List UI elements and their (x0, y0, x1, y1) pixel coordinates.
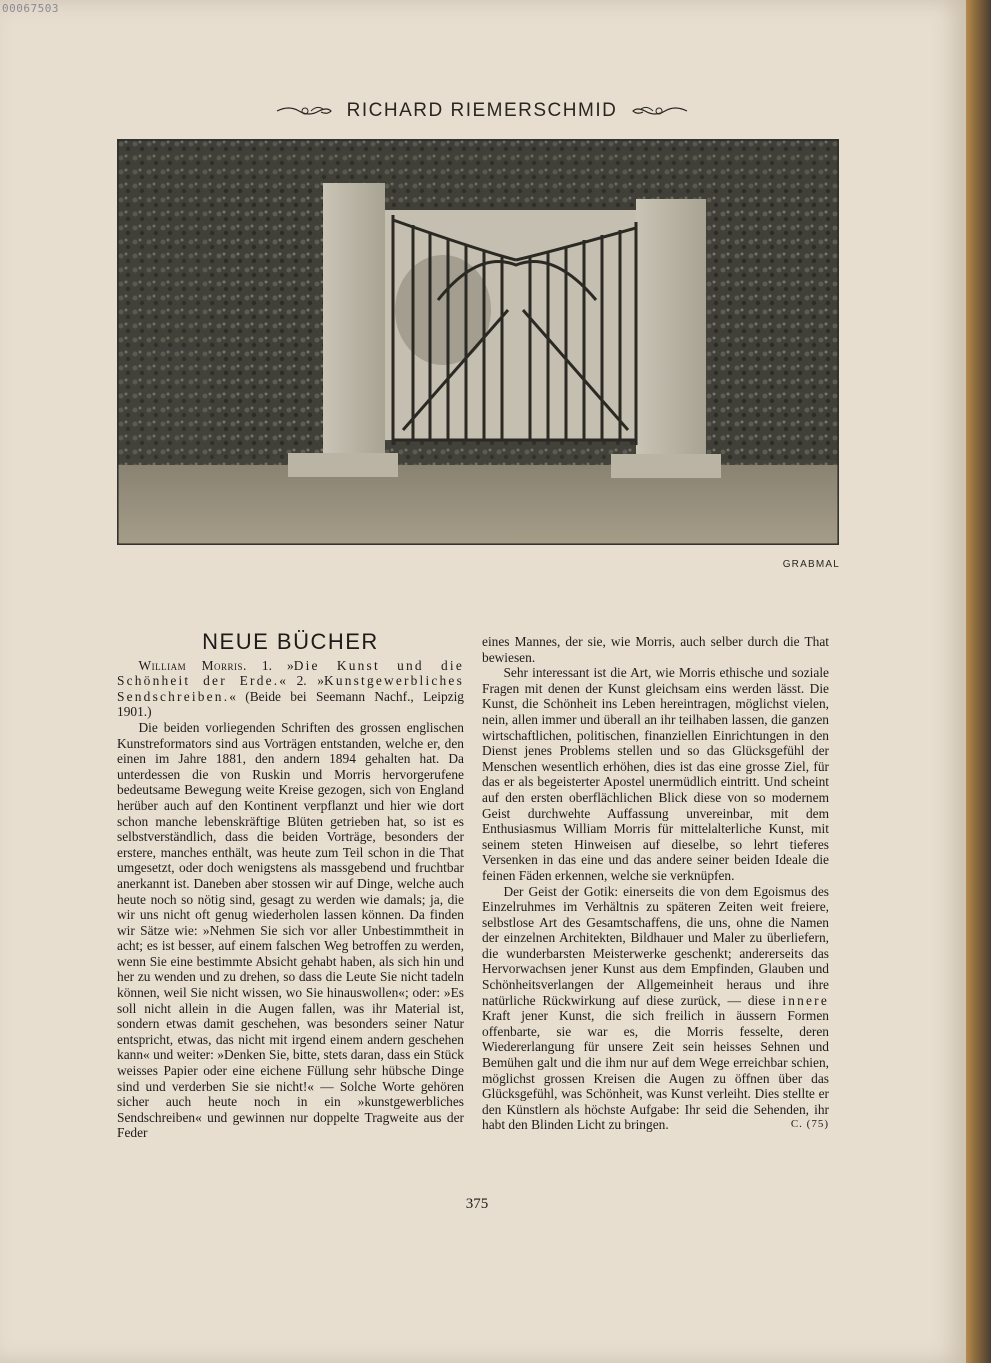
paragraph (482, 884, 829, 1134)
page-number: 375 (465, 1196, 489, 1212)
book-title-2: Kunstgewerbliches Sendschreiben. (117, 673, 464, 704)
book-citation (117, 658, 464, 720)
section-title: NEUE BÜCHER (202, 629, 379, 654)
figure-caption: GRABMAL (782, 559, 840, 570)
text-column-right (482, 634, 829, 1133)
right-ornament-icon (627, 101, 689, 121)
citation-part: « 2. » (279, 673, 324, 689)
paragraph: Sehr interessant ist die Art, wie Morris ethische und soziale Fragen mit denen der Kunst gleichsam eins werden lässt. Die Kunst, die Schönheit ins Leben hereintragen, möglichst vielen, nein, allen immer und überall an ihr teilhaben lassen, die ganzen wirtschaftlichen, politischen, finanziellen Einrichtungen in den Dienst jenes Problems stellen und so das Glücksgefühl der Menschen wesentlich erhöhen, dies ist das eine grosse Ziel, für das er als begeisterter Apostel unermüdlich eintritt. Und scheint auf den ersten oberflächlichen Blick diese von so modernem Geist durchwehte Auffassung unvereinbar, mit dem Enthusiasmus William Morris für mittelalterliche Kunst, mit seinem steten Hinweisen auf dieselbe, so lehrt tieferes Versenken in das eine und das andere seiner beiden Ideale die feinen Fäden erkennen, welche sie verknüpfen. (482, 665, 829, 883)
scan-id: 00067503 (2, 2, 59, 15)
grave-photo-illustration (118, 140, 838, 544)
emphasis-text: innere (782, 992, 829, 1008)
citation-part: « (Beide bei Seemann Nachf., Leipzig 1901.) (117, 688, 464, 720)
paragraph-text: Kraft jener Kunst, die sich freilich in äussern Formen offenbarte, sie war es, die Morris fesselte, deren Wiedererlangung für unsere Zeit sein heisses Sehnen und Bemühen galt und die ihm nur auf dem Wege erreichbar schien, möglichst grossen Kreisen die Augen zu öffnen über das Glücksgefühl, was Schönheit, was Kunst verleiht. Dies stellte er den Künstlern als höchste Aufgabe: Ihr seid die Sehenden, ihr habt den Blinden Licht zu bringen. (482, 1008, 829, 1133)
paragraph-text: Der Geist der Gotik: einerseits die von dem Egoismus des Einzelruhmes im Verhältnis zu späteren Zeiten weit freiere, selbstlose Art des Gesamtschaffens, die uns, ohne die Namen der einzelnen Architekten, Bildhauer und Maler zu überliefern, die wunderbarsten Meisterwerke geschenkt; andererseits das Hervorwachsen jener Kunst aus dem Empfinden, Glauben und Schönheitsverlangen der Allgemeinheit heraus und ihre natürliche Rückwirkung auf diese zurück, — diese (482, 883, 829, 1008)
book-title-1: Die Kunst und die Schönheit der Erde. (117, 657, 464, 689)
paragraph: Die beiden vorliegenden Schriften des grossen englischen Kunstreformators sind aus Vorträgen entstanden, welche er, den einen im Jahre 1881, den andern 1894 gehalten hat. Da unterdessen die von Ruskin und Morris hervorgerufene bedeutsame Bewegung weite Kreise gezogen, sich von England herüber auch auf den Kontinent verpflanzt und hier wie dort schon manche lebenskräftige Blüten getrieben hat, so ist es selbstverständlich, dass die beiden Vorträge, besonders der erstere, manches enthält, was heute zum Teil schon in die That umgesetzt, oder doch wenigstens als massgebend und fruchtbar anerkannt ist. Daneben aber stossen wir auf Dinge, welche auch heute noch so nötig sind, gesagt zu werden wie damals; ja, die wir uns nicht oft genug wiederholen lassen können. Da finden wir Sätze wie: »Nehmen Sie sich vor aller Unbestimmtheit in acht; es ist besser, auf einem falschen Weg betroffen zu werden, wenn Sie eine bestimmte Absicht gehabt haben, als sich hin und her zu wenden und zu drehen, so dass die Leute Sie nicht tadeln können, weil Sie nicht wissen, wo Sie hinauswollen«; oder: »Es soll nicht allein in die Augen fallen, was ihr Material ist, sondern etwas damit geschehen, was besonders seiner Natur entspricht, etwas, das nicht mit irgend einem andern geschehen kann« und weiter: »Denken Sie, bitte, stets daran, dass ein Stück weisses Papier oder eine eichene Füllung sehr hübsche Dinge sind und verderben Sie sie nicht!« — Solche Worte gehören sicher auch heute noch in ein »kunstgewerbliches Sendschreiben« und gewinnen nur doppelte Tragweite aus der Feder (117, 719, 464, 1141)
left-ornament-icon (275, 101, 337, 121)
grave-photograph (117, 139, 839, 545)
author-signature: C. (75) (790, 1118, 829, 1131)
book-page-edge (966, 0, 991, 1363)
citation-part: 1. » (246, 657, 294, 673)
running-header (262, 96, 702, 126)
header-title: RICHARD RIEMERSCHMID (346, 100, 618, 121)
author-name: William Morris. (138, 657, 247, 673)
text-column-left (117, 629, 464, 1141)
paragraph-continuation: eines Mannes, der sie, wie Morris, auch selber durch die That bewiesen. (482, 634, 829, 665)
